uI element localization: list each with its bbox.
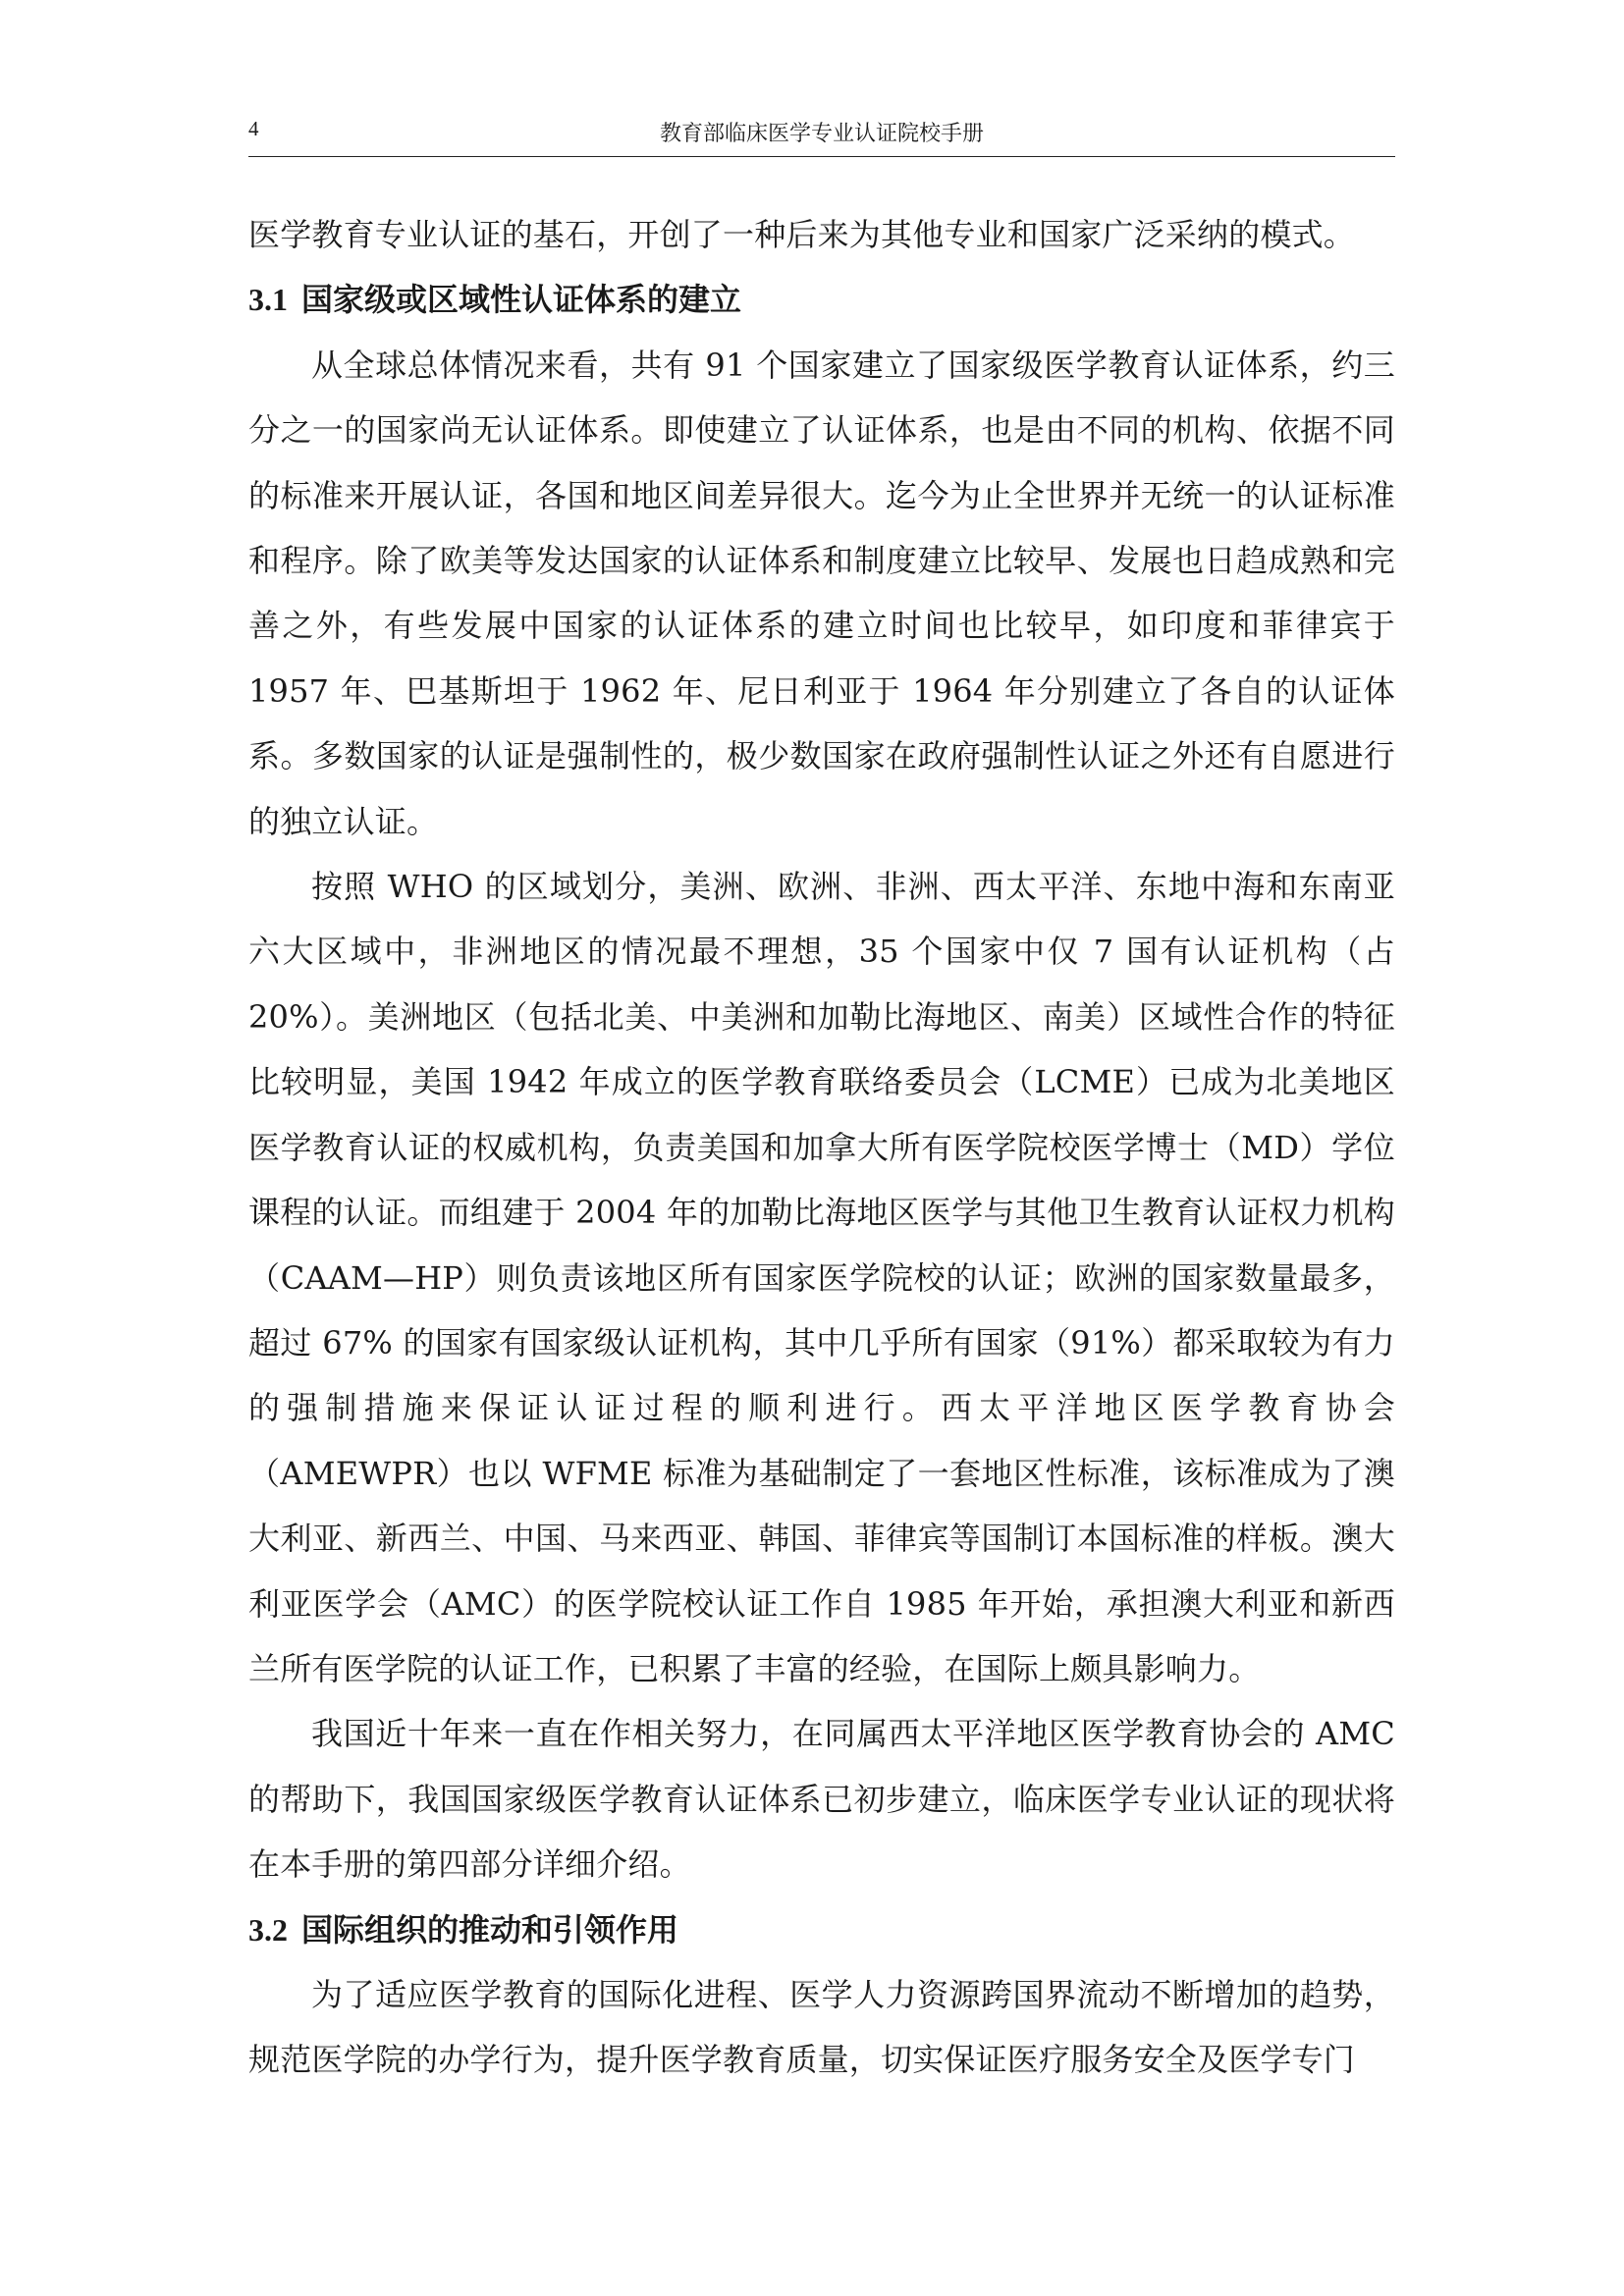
document-body — [248, 202, 1395, 2093]
paragraph-international-orgs: 为了适应医学教育的国际化进程、医学人力资源跨国界流动不断增加的趋势，规范医学院的办学行为，提升医学教育质量，切实保证医疗服务安全及医学专门 — [248, 1975, 1395, 2079]
paragraph-global-overview: 从全球总体情况来看，共有 91 个国家建立了国家级医学教育认证体系，约三分之一的国家尚无认证体系。即使建立了认证体系，也是由不同的机构、依据不同的标准来开展认证，各国和地区间差异很大。迄今为止全世界并无统一的认证标准和程序。除了欧美等发达国家的认证体系和制度建立比较早、发展也日趋成熟和完善之外，有些发展中国家的认证体系的建立时间也比较早，如印度和菲律宾于 1957 年、巴基斯坦于 1962 年、尼日利亚于 1964 年分别建立了各自的认证体系。多数国家的认证是强制性的，极少数国家在政府强制性认证之外还有自愿进行的独立认证。 — [248, 346, 1395, 840]
section-number: 3.2 — [248, 1911, 288, 1948]
section-heading-3-1 — [248, 267, 1395, 332]
section-number: 3.1 — [248, 282, 288, 318]
section-title: 国际组织的推动和引领作用 — [301, 1910, 679, 1949]
running-title: 教育部临床医学专业认证院校手册 — [659, 122, 984, 146]
page-number: 4 — [248, 117, 259, 140]
page-header — [248, 113, 1395, 157]
section-title: 国家级或区域性认证体系的建立 — [301, 281, 742, 319]
section-heading-3-2 — [248, 1897, 1395, 1962]
paragraph-who-regions: 按照 WHO 的区域划分，美洲、欧洲、非洲、西太平洋、东地中海和东南亚六大区域中，非洲地区的情况最不理想，35 个国家中仅 7 国有认证机构（占 20%）。美洲地区（包括北美、中美洲和加勒比海地区、南美）区域性合作的特征比较明显，美国 1942 年成立的医学教育联络委员会（LCME）已成为北美地区医学教育认证的权威机构，负责美国和加拿大所有医学院校医学博士（MD）学位课程的认证。而组建于 2004 年的加勒比海地区医学与其他卫生教育认证权力机构（CAAM—HP）则负责该地区所有国家医学院校的认证；欧洲的国家数量最多，超过 67% 的国家有国家级认证机构，其中几乎所有国家（91%）都采取较为有力的强制措施来保证认证过程的顺利进行。西太平洋地区医学教育协会（AMEWPR）也以 WFME 标准为基础制定了一套地区性标准，该标准成为了澳大利亚、新西兰、中国、马来西亚、韩国、菲律宾等国制订本国标准的样板。澳大利亚医学会（AMC）的医学院校认证工作自 1985 年开始，承担澳大利亚和新西兰所有医学院的认证工作，已积累了丰富的经验，在国际上颇具影响力。 — [248, 868, 1395, 1687]
paragraph-china-efforts: 我国近十年来一直在作相关努力，在同属西太平洋地区医学教育协会的 AMC 的帮助下，我国国家级医学教育认证体系已初步建立，临床医学专业认证的现状将在本手册的第四部分详细介绍。 — [248, 1715, 1395, 1884]
paragraph-continuation: 医学教育专业认证的基石，开创了一种后来为其他专业和国家广泛采纳的模式。 — [248, 216, 1356, 253]
